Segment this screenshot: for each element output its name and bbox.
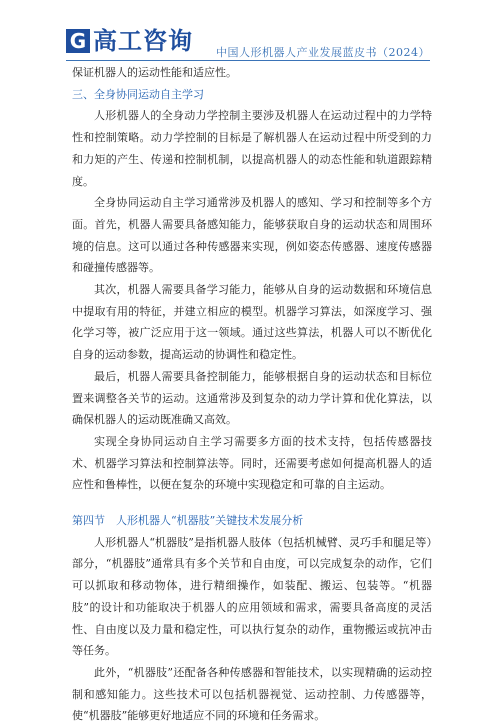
paragraph: 全身协同运动自主学习通常涉及机器人的感知、学习和控制等多个方面。首先，机器人需要具备感知能力，能够获取自身的运动状态和周围环境的信息。这可以通过各种传感器来实现，例如姿态传感器、速度传感器和碰撞传感器等。 (72, 196, 432, 275)
page-body (72, 62, 432, 727)
logo-text: 高工咨询 (93, 27, 193, 55)
logo (66, 26, 193, 56)
paragraph: 人形机器人的全身动力学控制主要涉及机器人在运动过程中的力学特性和控制策略。动力学控制的目标是了解机器人在运动过程中所受到的力和力矩的产生、传递和控制机制，以提高机器人的动态性能和轨道跟踪精度。 (72, 109, 432, 188)
paragraph: 实现全身协同运动自主学习需要多方面的技术支持，包括传感器技术、机器学习算法和控制算法等。同时，还需要考虑如何提高机器人的适应性和鲁棒性，以便在复杂的环境中实现稳定和可靠的自主运动。 (72, 434, 432, 492)
subsection-heading: 三、全身协同运动自主学习 (72, 87, 204, 101)
header-divider (66, 60, 430, 61)
paragraph: 最后，机器人需要具备控制能力，能够根据自身的运动状态和目标位置来调整各关节的运动。这通常涉及到复杂的动力学计算和优化算法，以确保机器人的运动既准确又高效。 (72, 369, 432, 427)
paragraph: 其次，机器人需要具备学习能力，能够从自身的运动数据和环境信息中提取有用的特征，并建立相应的模型。机器学习算法，如深度学习、强化学习等，被广泛应用于这一领域。通过这些算法，机器人可以不断优化自身的运动参数，提高运动的协调性和稳定性。 (72, 283, 432, 362)
paragraph-continued: 保证机器人的运动性能和适应性。 (72, 66, 237, 79)
paragraph: 人形机器人“机器肢”是指机器人肢体（包括机械臂、灵巧手和腿足等）部分，“机器肢”通常具有多个关节和自由度，可以完成复杂的动作，它们可以抓取和移动物体，进行精细操作，如装配、搬运、包装等。“机器肢”的设计和功能取决于机器人的应用领域和需求，需要具备高度的灵活性、自由度以及力量和稳定性，可以执行复杂的动作，重物搬运或抗冲击等任务。 (72, 535, 432, 658)
section-heading: 第四节 人形机器人“机器肢”关键技术发展分析 (72, 514, 304, 528)
document-title: 中国人形机器人产业发展蓝皮书（2024） (216, 46, 430, 59)
paragraph: 此外，“机器肢”还配备各种传感器和智能技术，以实现精确的运动控制和感知能力。这些技术可以包括机器视觉、运动控制、力传感器等，使“机器肢”能够更好地适应不同的环境和任务需求。 (72, 665, 432, 723)
logo-mark-icon: G (66, 29, 90, 53)
page-header (0, 0, 500, 62)
